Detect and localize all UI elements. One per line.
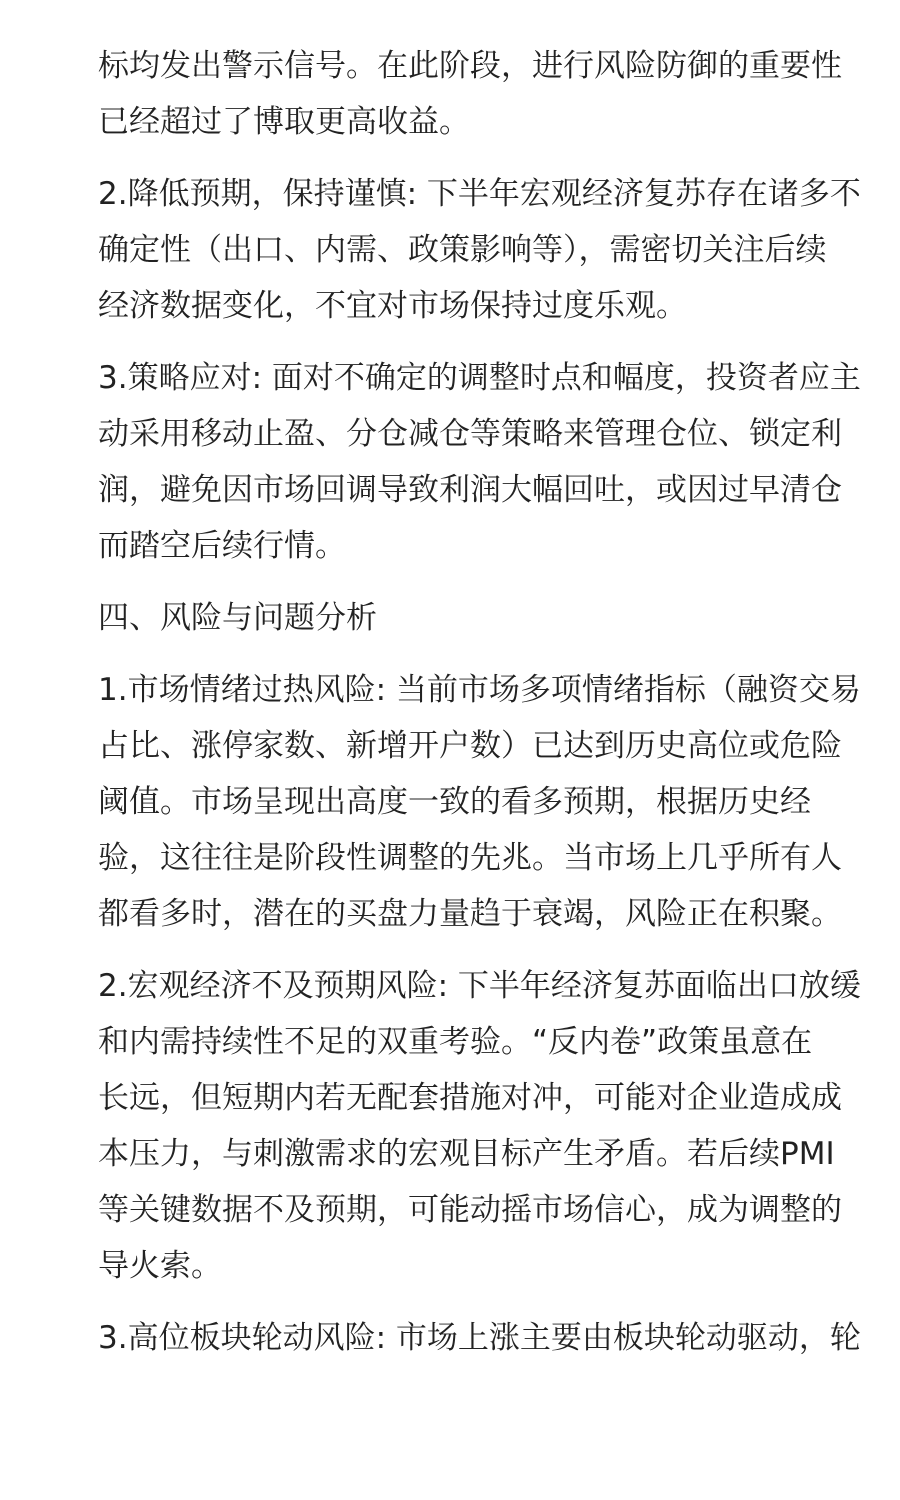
paragraph-market-sentiment-risk (98, 662, 861, 942)
text-line: 经济数据变化，不宜对市场保持过度乐观。 (98, 288, 687, 324)
article-body (98, 38, 861, 1382)
paragraph-sector-rotation-risk (98, 1310, 861, 1366)
text-line: 验，这往往是阶段性调整的先兆。当市场上几乎所有人 (98, 840, 842, 876)
text-line: 2.宏观经济不及预期风险: 下半年经济复苏面临出口放缓 (98, 968, 861, 1004)
text-line: 2.降低预期，保持谨慎: 下半年宏观经济复苏存在诸多不 (98, 176, 861, 212)
text-line: 占比、涨停家数、新增开户数）已达到历史高位或危险 (98, 728, 842, 764)
text-line: 和内需持续性不足的双重考验。“反内卷”政策虽意在 (98, 1024, 813, 1060)
text-line: 长远，但短期内若无配套措施对冲，可能对企业造成成 (98, 1080, 842, 1116)
paragraph-intro-continuation (98, 38, 852, 150)
text-line: 动采用移动止盈、分仓减仓等策略来管理仓位、锁定利 (98, 416, 842, 452)
text-line: 已经超过了博取更高收益。 (98, 104, 470, 140)
text-line: 标均发出警示信号。在此阶段，进行风险防御的重要性 (98, 48, 842, 84)
paragraph-lower-expectations (98, 166, 861, 334)
section-heading-text: 四、风险与问题分析 (98, 600, 377, 636)
paragraph-strategy-response (98, 350, 861, 574)
text-line: 3.策略应对: 面对不确定的调整时点和幅度，投资者应主 (98, 360, 861, 396)
text-line: 导火索。 (98, 1248, 222, 1284)
text-line: 等关键数据不及预期，可能动摇市场信心，成为调整的 (98, 1192, 842, 1228)
text-line: 都看多时，潜在的买盘力量趋于衰竭，风险正在积聚。 (98, 896, 842, 932)
text-line: 而踏空后续行情。 (98, 528, 346, 564)
text-line: 3.高位板块轮动风险: 市场上涨主要由板块轮动驱动，轮 (98, 1320, 861, 1356)
text-line: 本压力，与刺激需求的宏观目标产生矛盾。若后续PMI (98, 1136, 835, 1172)
section-heading-risk-analysis (98, 590, 852, 646)
text-line: 阈值。市场呈现出高度一致的看多预期，根据历史经 (98, 784, 811, 820)
paragraph-macro-economy-risk (98, 958, 861, 1294)
text-line: 确定性（出口、内需、政策影响等），需密切关注后续 (98, 232, 827, 268)
text-line: 1.市场情绪过热风险: 当前市场多项情绪指标（融资交易 (98, 672, 861, 708)
text-line: 润，避免因市场回调导致利润大幅回吐，或因过早清仓 (98, 472, 842, 508)
